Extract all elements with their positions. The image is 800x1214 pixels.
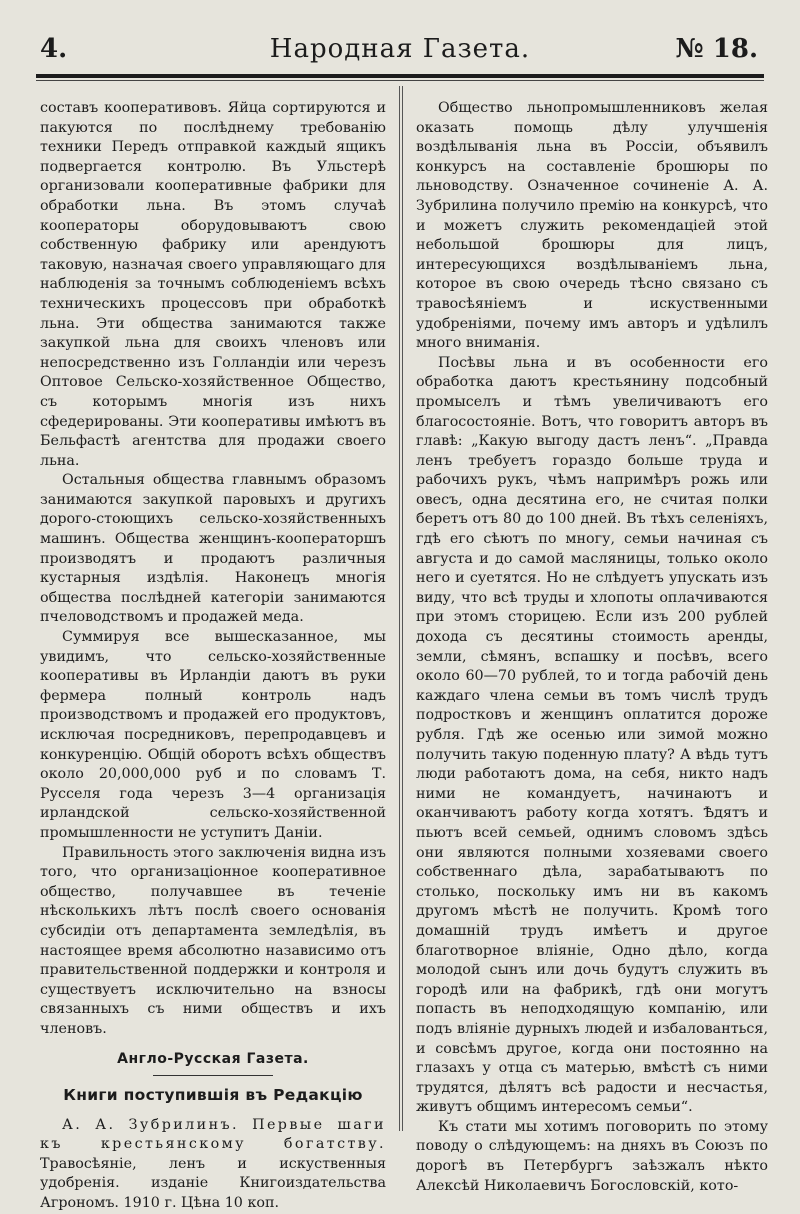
right-column bbox=[416, 99, 768, 1196]
article-paragraph: составъ кооперативовъ. Яйца сортируются и пакуются по послѣднему требованію техники Передъ отправкой каждый ящикъ подвергается контролю. Въ Ульстерѣ организовали кооперативные фабрики для обработки льна. Въ этомъ случаѣ кооператоры оборудовываютъ свою собственную фабрику или арендуютъ таковую, назначая своего управляющаго для наблюденія за точнымъ соблюденіемъ всѣхъ техническихъ процессовъ при обработкѣ льна. Эти общества занимаются также закупкой льна для своихъ членовъ или непосредственно изъ Голландіи или черезъ Оптовое Сельско-хозяйственное Общество, съ которымъ многія изъ нихъ сфедерированы. Эти кооперативы имѣютъ въ Бельфастѣ агентства для продажи своего льна. bbox=[40, 100, 386, 469]
page-number: 4. bbox=[40, 34, 68, 64]
section-separator bbox=[153, 1075, 273, 1076]
column-divider-inner bbox=[402, 86, 403, 1131]
left-column bbox=[40, 99, 386, 1214]
article-paragraph: Къ стати мы хотимъ поговорить по этому поводу о слѣдующемъ: на дняхъ въ Союзъ по дорогѣ въ Петербургъ заѣзжалъ нѣкто Алексѣй Николаевичъ Богословскій, кото- bbox=[416, 1118, 768, 1194]
book-entry bbox=[40, 1116, 386, 1214]
book-author-title: А. А. Зубрилинъ. Первые шаги къ крестьянскому богатству. bbox=[40, 1116, 386, 1153]
article-source-signature: Англо-Русская Газета. bbox=[117, 1050, 309, 1067]
article-paragraph: Суммируя все вышесказанное, мы увидимъ, что сельско-хозяйственные кооперативы въ Ирландіи даютъ въ руки фермера полный контроль надъ производствомъ и продажей его продуктовъ, исключая посредниковъ, перепродавцевъ и конкуренцію. Общій оборотъ всѣхъ обществъ около 20,000,000 руб и по словамъ Т. Русселя года черезъ 3—4 организація ирландской сельско-хозяйственной промышленности не уступитъ Даніи. bbox=[40, 629, 386, 841]
page-header bbox=[36, 30, 764, 78]
column-divider bbox=[399, 86, 400, 1131]
issue-number: № 18. bbox=[675, 34, 758, 64]
article-paragraph: Правильность этого заключенія видна изъ того, что организаціонное кооперативное общество, получавшее въ теченіе нѣсколькихъ лѣтъ послѣ своего основанія субсидіи отъ департамента земледѣлія, въ настоящее время абсолютно назависимо отъ правительственной поддержки и контроля и существуетъ исключительно на взносы связанныхъ съ ними обществъ и ихъ членовъ. bbox=[40, 844, 386, 1037]
article-paragraph: Остальныя общества главнымъ образомъ занимаются закупкой паровыхъ и другихъ дорого-стоющихъ сельско-хозяйственныхъ машинъ. Общества женщинъ-кооператоршъ производятъ и продаютъ различныя кустарныя издѣлія. Наконецъ многія общества послѣдней категоріи занимаются пчеловодствомъ и продажей меда. bbox=[40, 472, 386, 626]
newspaper-title: Народная Газета. bbox=[269, 34, 531, 64]
article-paragraph: Посѣвы льна и въ особенности его обработка даютъ крестьянину подсобный промыселъ и тѣмъ увеличиваютъ его благосостояніе. Вотъ, что говоритъ авторъ въ главѣ: „Какую выгоду дастъ ленъ“. „Правда ленъ требуетъ гораздо больше труда и рабочихъ рукъ, чѣмъ напримѣръ рожь или овесъ, одна десятина его, не считая полки беретъ отъ 80 до 100 дней. Въ тѣхъ селеніяхъ, гдѣ его сѣютъ по многу, семьи начиная съ августа и до самой масляницы, только около него и суетятся. Но не слѣдуетъ упускать изъ виду, что всѣ труды и хлопоты оплачиваются при этомъ сторицею. Если изъ 200 рублей дохода съ десятины стоимость аренды, земли, сѣмянъ, вспашку и посѣвъ, всего около 60—70 рублей, то и тогда рабочій день каждаго члена семьи въ томъ числѣ трудъ подростковъ и женщинъ оплатится дороже рубля. Гдѣ же осенью или зимой можно получить такую поденную плату? А вѣдь тутъ люди работаютъ дома, на себя, никто надъ ними не командуетъ, начинаютъ и оканчиваютъ работу когда хотятъ. Ѣдятъ и пьютъ всей семьей, однимъ словомъ здѣсь они являются полными хозяевами своего собственнаго дѣла, зарабатываютъ по столько, поскольку имъ ни въ какомъ другомъ мѣстѣ не получить. Кромѣ того домашній трудъ имѣетъ и другое благотворное вліяніе, Одно дѣло, когда молодой сынъ или дочь будутъ служить въ городѣ или на фабрикѣ, гдѣ они могутъ попасть въ неподходящую компанію, или подъ вліяніе дурныхъ людей и избалованться, и совсѣмъ другое, когда они постоянно на глазахъ у отца съ матерью, вмѣстѣ съ ними трудятся, дѣлятъ всѣ радости и несчастья, живутъ общимъ интересомъ семьи“. bbox=[416, 354, 768, 1116]
books-received-heading: Книги поступившія въ Редакцію bbox=[63, 1086, 363, 1105]
header-rule-thin bbox=[36, 80, 764, 81]
header-rule-thick bbox=[36, 74, 764, 78]
article-paragraph: Общество льнопромышленниковъ желая оказать помощь дѣлу улучшенія воздѣлыванія льна въ Россіи, объявилъ конкурсъ на составленіе брошюры по льноводству. Означенное сочиненіе А. А. Зубрилина получило премію на конкурсѣ, что и можетъ служить рекомендаціей этой небольшой брошюры для лицъ, интересующихся воздѣлываніемъ льна, которое въ свою очередь тѣсно связано съ травосѣяніемъ и искуственными удобреніями, почему имъ авторъ и удѣлилъ много вниманія. bbox=[416, 100, 768, 352]
book-description: Травосѣяніе, ленъ и искуственныя удобренія. изданіе Книгоиздательства Агрономъ. 1910 г. Цѣна 10 коп. bbox=[40, 1155, 386, 1212]
